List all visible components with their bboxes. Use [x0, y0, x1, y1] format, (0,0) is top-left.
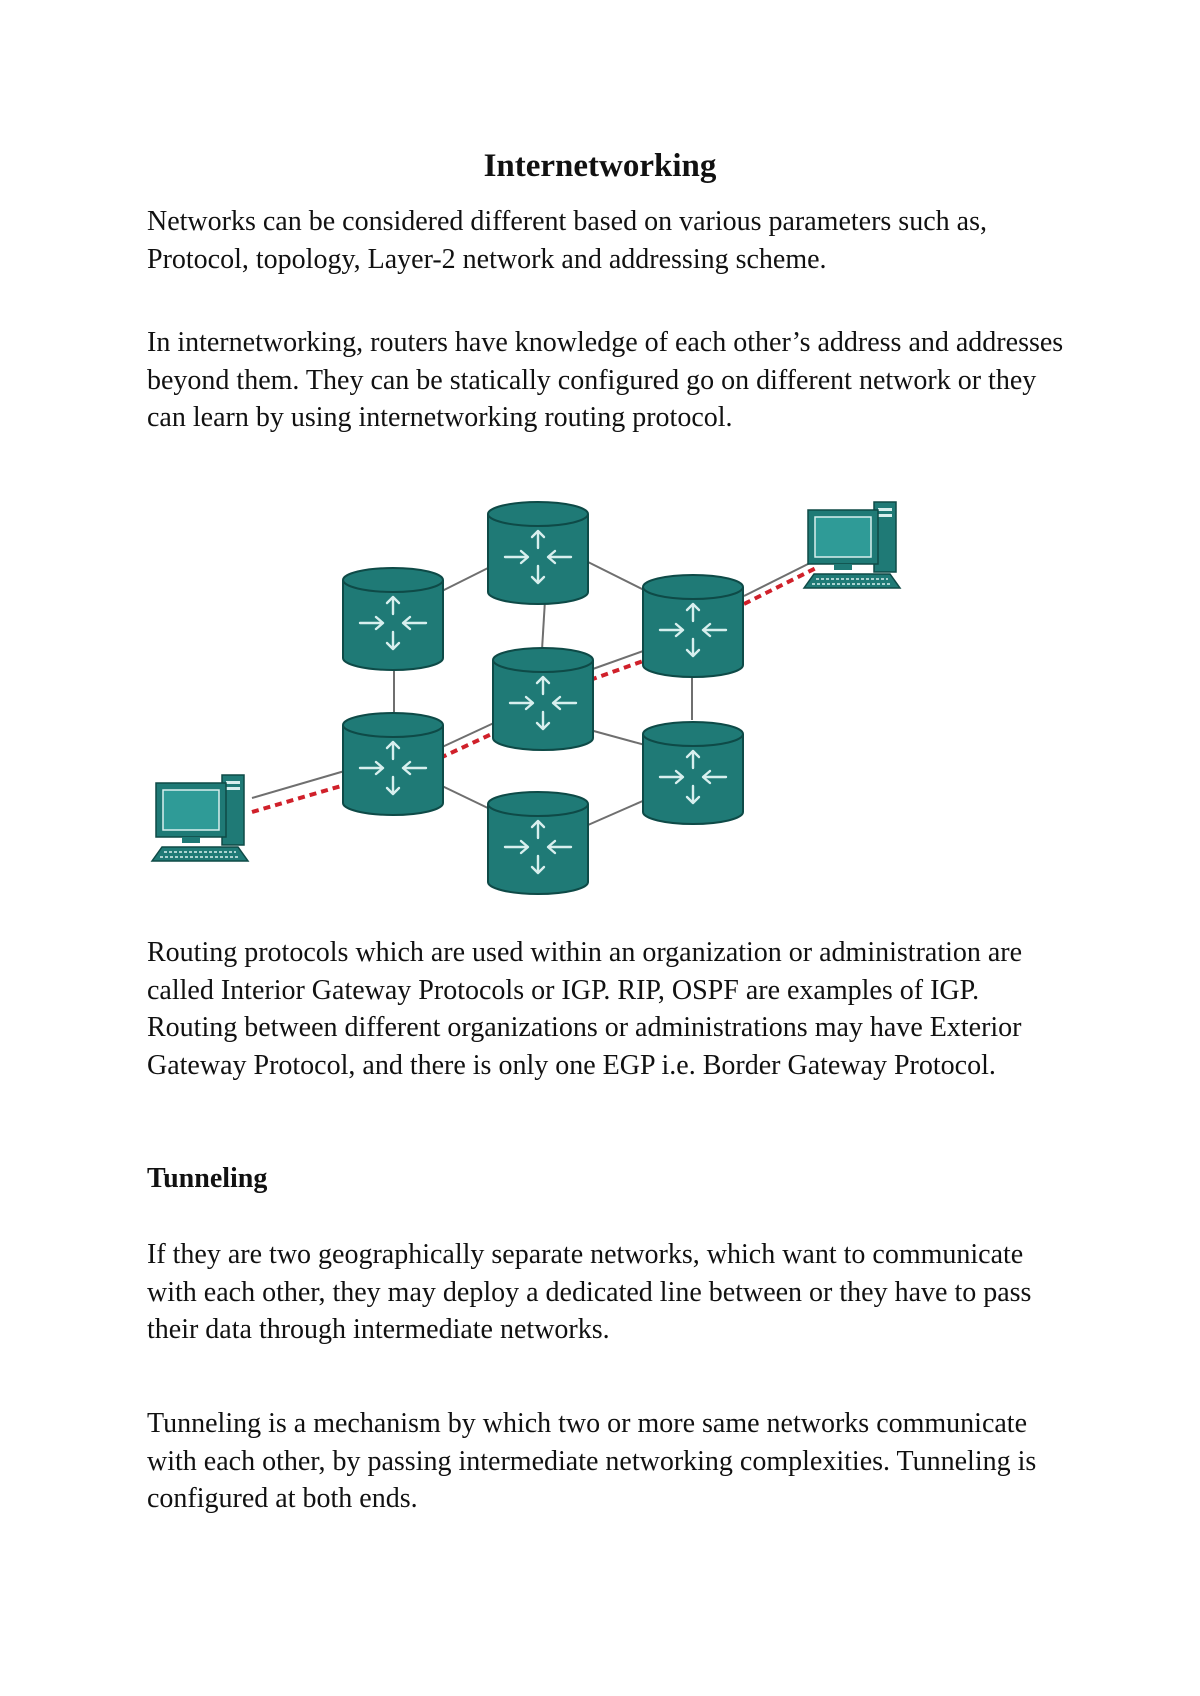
router-lower-left-icon — [343, 713, 443, 815]
link-center-upper-right-solid — [590, 650, 646, 670]
link-bottom-lower-right — [588, 800, 645, 825]
paragraph-igp-egp: Routing protocols which are used within an organization or administration are called Interior Gateway Protocols or IGP. RIP, OSPF are examples of IGP. Routing between different organizations or administrations may have Exterior Gateway Protocol, and there is only one EGP i.e. Border Gateway Protocol. — [147, 937, 1023, 1081]
router-center-icon — [493, 648, 593, 750]
paragraph-separate-networks: If they are two geographically separate networks, which want to communicate with each other, they may deploy a dedicated line between or they have to pass their data through intermediate networks. — [147, 1239, 1032, 1345]
router-top-icon — [488, 502, 588, 604]
router-bottom-icon — [488, 792, 588, 894]
section-heading-tunneling: Tunneling — [147, 1163, 268, 1194]
tunnel-computer-left-lower-left — [252, 784, 348, 812]
link-computer-left-solid — [252, 770, 348, 798]
link-center-lower-right — [590, 730, 645, 745]
page-title: Internetworking — [483, 148, 717, 184]
computer-right-icon — [804, 502, 900, 588]
link-top-upper-right — [588, 562, 648, 592]
link-lower-left-bottom — [440, 785, 492, 810]
link-top-center — [542, 600, 545, 650]
link-computer-right-solid — [744, 562, 812, 596]
router-upper-right-icon — [643, 575, 743, 677]
paragraph-network-differences: Networks can be considered different based on various parameters such as, Protocol, topology, Layer-2 network and addressing scheme. — [147, 206, 987, 275]
tunnel-center-upper-right — [590, 660, 646, 680]
paragraph-router-knowledge: In internetworking, routers have knowledge of each other’s address and addresses beyond them. They can be statically configured go on different network or they can learn by using internetworking routing protocol. — [147, 327, 1064, 433]
router-lower-right-icon — [643, 722, 743, 824]
paragraph-tunneling-definition: Tunneling is a mechanism by which two or more same networks communicate with each other, by passing intermediate networking complexities. Tunneling is configured at both ends. — [147, 1408, 1037, 1514]
router-upper-left-icon — [343, 568, 443, 670]
computer-left-icon — [152, 775, 248, 861]
